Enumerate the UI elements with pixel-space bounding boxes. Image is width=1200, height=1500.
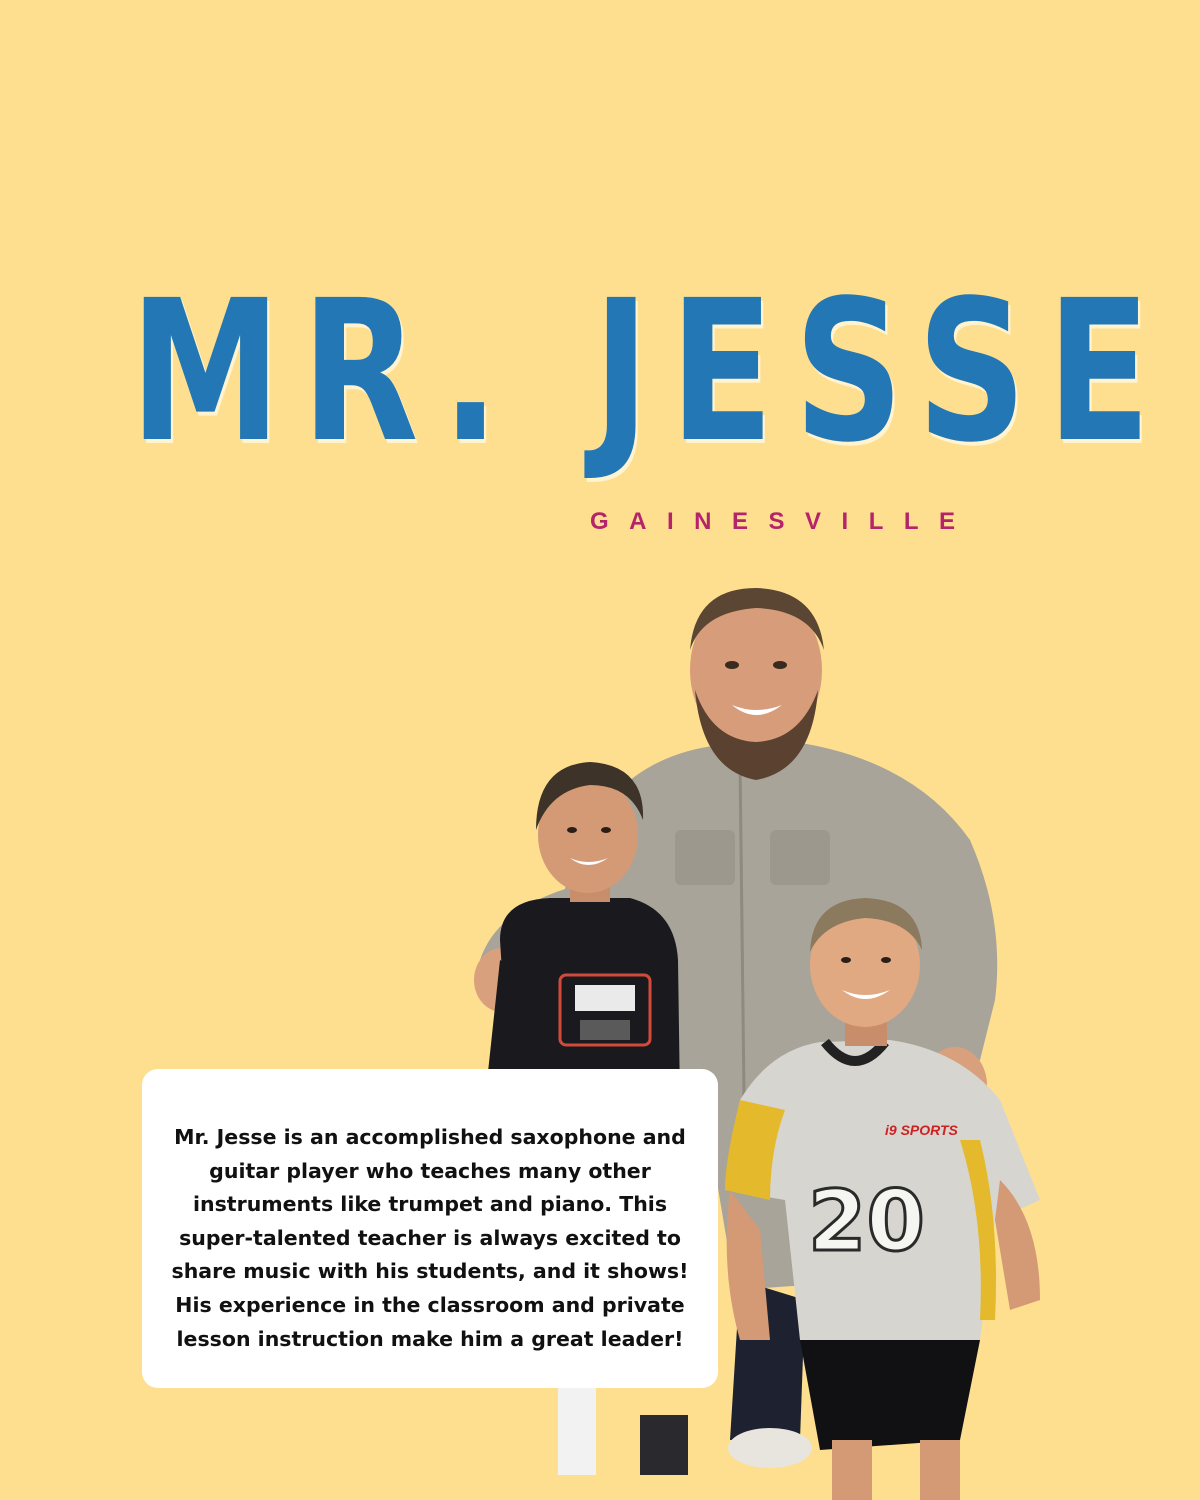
bio-card — [142, 1069, 718, 1388]
bio-text: Mr. Jesse is an accomplished saxophone and guitar player who teaches many other instruments like trumpet and piano. This super-talented teacher is always excited to share music with his students, and it shows! His experience in the classroom and private lesson instruction make him a great leader! — [171, 1125, 689, 1351]
jersey-number: 20 — [808, 1172, 925, 1270]
page-title: MR. JESSE — [129, 258, 1172, 485]
jersey-brand-logo: i9 SPORTS — [885, 1122, 958, 1138]
location-subtitle: GAINESVILLE — [590, 508, 976, 535]
